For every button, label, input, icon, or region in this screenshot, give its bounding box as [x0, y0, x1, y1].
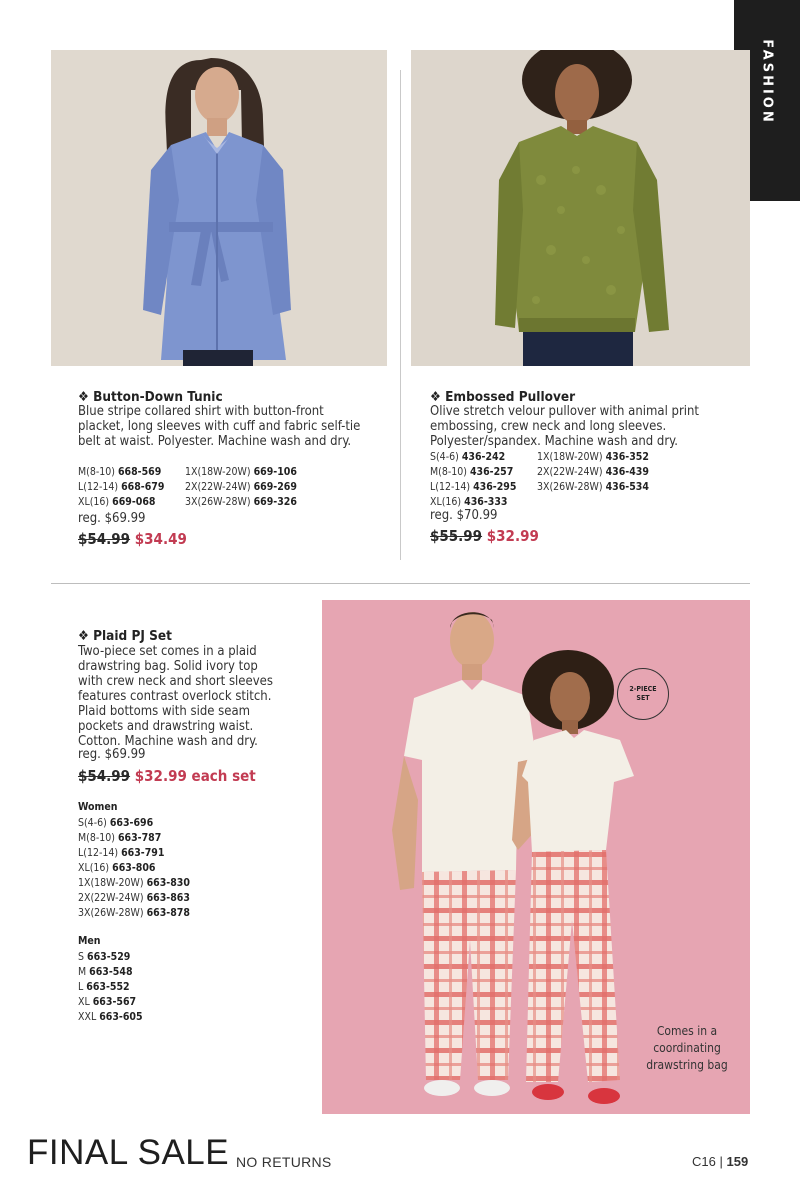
pullover-sale-price: $32.99	[486, 527, 539, 545]
sku-line: L(12-14) 668-679	[78, 481, 165, 493]
tunic-old-price: $54.99	[78, 530, 131, 548]
tunic-sale-price: $34.49	[134, 530, 187, 548]
tunic-regular-price: reg. $69.99	[78, 511, 146, 526]
sku-line: 1X(18W-20W) 436-352	[537, 451, 649, 463]
pj-price	[78, 767, 256, 785]
pj-caption	[627, 1023, 747, 1074]
sku-line: 2X(22W-24W) 669-269	[185, 481, 297, 493]
pj-title: ❖ Plaid PJ Set	[78, 628, 172, 644]
tunic-sizes-left	[78, 465, 164, 510]
sku-line: L 663-552	[78, 981, 130, 993]
final-sale-heading: FINAL SALE	[27, 1133, 230, 1172]
column-divider	[400, 70, 401, 560]
pj-men-sizes	[78, 934, 143, 1025]
pullover-description: Olive stretch velour pullover with animal print embossing, crew neck and long sleeves. Polyester/spandex. Machine wash and dry.	[430, 404, 700, 449]
sku-line: XL(16) 663-806	[78, 862, 156, 874]
sku-line: M 663-548	[78, 966, 133, 978]
pullover-sizes-right	[537, 450, 649, 495]
page-separator: |	[719, 1154, 723, 1169]
sku-line: M(8-10) 663-787	[78, 832, 162, 844]
pj-women-sizes	[78, 800, 190, 921]
pj-description-line: with crew neck and short sleeves	[78, 674, 273, 689]
tunic-title: ❖ Button-Down Tunic	[78, 389, 223, 405]
badge-line: 2-PIECE	[629, 685, 657, 693]
pj-description-line: drawstring bag. Solid ivory top	[78, 659, 258, 674]
sku-line: 3X(26W-28W) 663-878	[78, 907, 190, 919]
sku-line: 3X(26W-28W) 436-534	[537, 481, 649, 493]
tunic-photo	[51, 50, 387, 366]
tunic-description: Blue stripe collared shirt with button-front placket, long sleeves with cuff and fabric self-tie belt at waist. Polyester. Machine wash and dry.	[78, 404, 361, 449]
sku-line: S(4-6) 436-242	[430, 451, 506, 463]
pj-sale-price: $32.99 each set	[134, 767, 256, 785]
sku-line: L(12-14) 663-791	[78, 847, 165, 859]
sku-line: 3X(26W-28W) 669-326	[185, 496, 297, 508]
pj-description-line: Plaid bottoms with side seam	[78, 704, 251, 719]
sku-line: 1X(18W-20W) 663-830	[78, 877, 190, 889]
caption-line: coordinating	[653, 1041, 721, 1055]
sku-line: 1X(18W-20W) 669-106	[185, 466, 297, 478]
pullover-old-price: $55.99	[430, 527, 483, 545]
pj-description-line: features contrast overlock stitch.	[78, 689, 272, 704]
sku-line: S 663-529	[78, 951, 131, 963]
caption-line: Comes in a	[656, 1024, 718, 1038]
tunic-price	[78, 530, 187, 548]
sku-line: XL(16) 669-068	[78, 496, 156, 508]
pj-description	[78, 644, 308, 749]
caption-line: drawstring bag	[646, 1058, 728, 1072]
section-tab-label: FASHION	[759, 39, 775, 125]
pullover-photo	[411, 50, 750, 366]
badge-line: SET	[636, 694, 650, 702]
sku-line: M(8-10) 436-257	[430, 466, 514, 478]
pullover-price	[430, 527, 539, 545]
sku-line: S(4-6) 663-696	[78, 817, 154, 829]
tunic-sizes-right	[185, 465, 297, 510]
sku-line: 2X(22W-24W) 663-863	[78, 892, 190, 904]
pj-regular-price: reg. $69.99	[78, 747, 146, 762]
pullover-sizes-left	[430, 450, 516, 510]
page-number	[692, 1154, 748, 1169]
pullover-title: ❖ Embossed Pullover	[430, 389, 576, 405]
men-heading: Men	[78, 935, 101, 947]
sku-line: XL 663-567	[78, 996, 137, 1008]
sku-line: 2X(22W-24W) 436-439	[537, 466, 649, 478]
sku-line: XL(16) 436-333	[430, 496, 508, 508]
pullover-regular-price: reg. $70.99	[430, 508, 498, 523]
sku-line: L(12-14) 436-295	[430, 481, 517, 493]
pj-description-line: Cotton. Machine wash and dry.	[78, 734, 258, 749]
page-number-value: 159	[726, 1154, 749, 1169]
no-returns-label: NO RETURNS	[236, 1154, 332, 1170]
pj-description-line: pockets and drawstring waist.	[78, 719, 254, 734]
section-divider	[51, 583, 750, 584]
sku-line: M(8-10) 668-569	[78, 466, 162, 478]
pj-description-line: Two-piece set comes in a plaid	[78, 644, 257, 659]
pj-old-price: $54.99	[78, 767, 131, 785]
page-section: C16	[692, 1154, 716, 1169]
women-heading: Women	[78, 801, 118, 813]
two-piece-badge	[617, 668, 669, 720]
sku-line: XXL 663-605	[78, 1011, 143, 1023]
